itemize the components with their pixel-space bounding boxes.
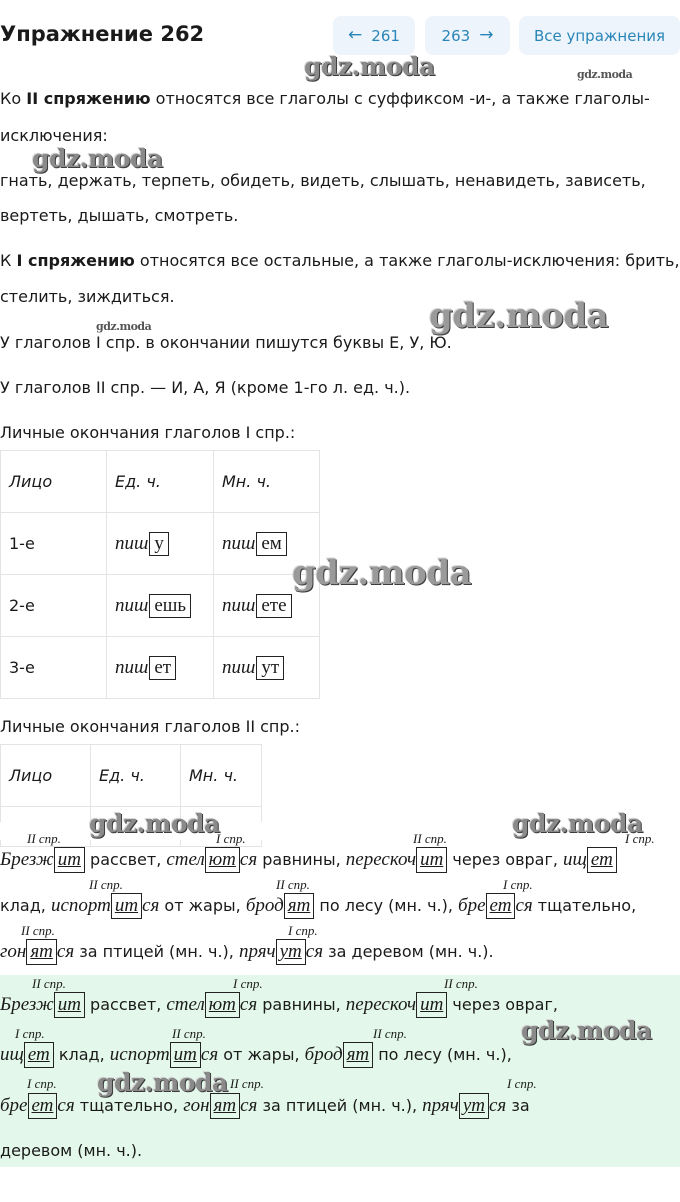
table-row — [1, 513, 320, 575]
conj-label: I спр. — [216, 831, 246, 846]
sg-cell: пиш ет — [107, 637, 214, 699]
conj-label: II спр. — [27, 831, 61, 846]
person-cell: 3-е — [1, 637, 107, 699]
sg-cell: пиш ешь — [107, 575, 214, 637]
conj-label: I спр. — [503, 877, 533, 892]
table1-caption: Личные окончания глаголов I спр.: — [0, 423, 296, 442]
table-header: Мн. ч. — [181, 745, 262, 807]
conj-label: I спр. — [507, 1076, 537, 1091]
watermark: gdz.moda — [577, 68, 633, 81]
sg-cell: пиш у — [107, 513, 214, 575]
all-exercises-button[interactable] — [519, 16, 680, 55]
prev-exercise-label: 261 — [371, 26, 400, 45]
watermark: gdz.moda — [32, 144, 163, 173]
exceptions-list-line2: вертеть, дышать, смотреть. — [0, 206, 239, 225]
exercise-line-3: гон ят ся за птицей (мн. ч.), пряч ут ся за деревом (мн. ч.). — [0, 939, 494, 965]
answer-line-2: ищ ет клад, испорт ит ся от жары, брод ят по лесу (мн. ч.), — [0, 1042, 512, 1068]
table-row — [1, 575, 320, 637]
conj-label: II спр. — [32, 976, 66, 991]
rule-text-4: У глаголов II спр. — И, А, Я (кроме 1-го л. ед. ч.). — [0, 378, 411, 397]
conj-label: II спр. — [230, 1076, 264, 1091]
watermark: gdz.moda — [429, 296, 609, 336]
table-header: Лицо — [1, 451, 107, 513]
conj-label: II спр. — [276, 877, 310, 892]
rule-text-2-line2: стелить, зиждиться. — [0, 287, 175, 306]
conj-label: I спр. — [288, 923, 318, 938]
watermark: gdz.moda — [89, 809, 220, 838]
table2-caption: Личные окончания глаголов II спр.: — [0, 717, 301, 736]
endings-table-1 — [0, 450, 320, 699]
watermark: gdz.moda — [512, 809, 643, 838]
rule-text-1-line2: исключения: — [0, 126, 108, 145]
rule-text-3: У глаголов I спр. в окончании пишутся буквы Е, У, Ю. — [0, 333, 452, 352]
answer-line-3: бре ет ся тщательно, гон ят ся за птицей (мн. ч.), пряч ут ся за — [0, 1093, 530, 1119]
person-cell: 1-е — [1, 513, 107, 575]
watermark: gdz.moda — [521, 1016, 652, 1045]
exercise-line-2: клад, испорт ит ся от жары, брод ят по лесу (мн. ч.), бре ет ся тщательно, — [0, 893, 636, 919]
rule-text-2: К I спряжению относятся все остальные, а также глаголы-исключения: брить, — [0, 251, 680, 270]
table-row — [1, 637, 320, 699]
answer-line-4: деревом (мн. ч.). — [0, 1141, 143, 1160]
table-header: Ед. ч. — [91, 745, 181, 807]
all-exercises-label: Все упражнения — [533, 26, 666, 45]
conj-label: II спр. — [444, 976, 478, 991]
watermark: gdz.moda — [97, 1068, 228, 1097]
conj-label: I спр. — [233, 976, 263, 991]
page-title: Упражнение 262 — [0, 22, 205, 46]
prev-exercise-button[interactable] — [333, 16, 415, 55]
next-exercise-button[interactable] — [425, 16, 510, 55]
arrow-left-icon: ← — [348, 25, 363, 45]
watermark: gdz.moda — [96, 320, 152, 333]
conj-label: II спр. — [373, 1026, 407, 1041]
exceptions-list-line1: гнать, держать, терпеть, обидеть, видеть, слышать, ненавидеть, зависеть, — [0, 171, 646, 190]
answer-line-1: Брезж ит рассвет, стел ют ся равнины, перескоч ит через овраг, — [0, 992, 558, 1018]
arrow-right-icon: → — [479, 25, 494, 45]
next-exercise-label: 263 — [441, 26, 471, 45]
table-header: Мн. ч. — [214, 451, 320, 513]
conj-label: I спр. — [625, 831, 655, 846]
watermark: gdz.moda — [292, 553, 472, 593]
exercise-line-1: Брезж ит рассвет, стел ют ся равнины, перескоч ит через овраг, ищ ет — [0, 847, 617, 873]
pl-cell: пиш ут — [214, 637, 320, 699]
conj-label: I спр. — [15, 1026, 45, 1041]
table-header: Ед. ч. — [107, 451, 214, 513]
table-header: Лицо — [1, 745, 91, 807]
watermark: gdz.moda — [304, 52, 435, 81]
conj-label: II спр. — [172, 1026, 206, 1041]
conj-label: II спр. — [21, 923, 55, 938]
pl-cell: пиш ем — [214, 513, 320, 575]
conj-label: II спр. — [413, 831, 447, 846]
person-cell: 2-е — [1, 575, 107, 637]
rule-text-1: Ко II спряжению относятся все глаголы с суффиксом -и-, а также глаголы- — [0, 89, 650, 108]
conj-label: I спр. — [27, 1076, 57, 1091]
pl-cell: пиш ете — [214, 575, 320, 637]
conj-label: II спр. — [89, 877, 123, 892]
